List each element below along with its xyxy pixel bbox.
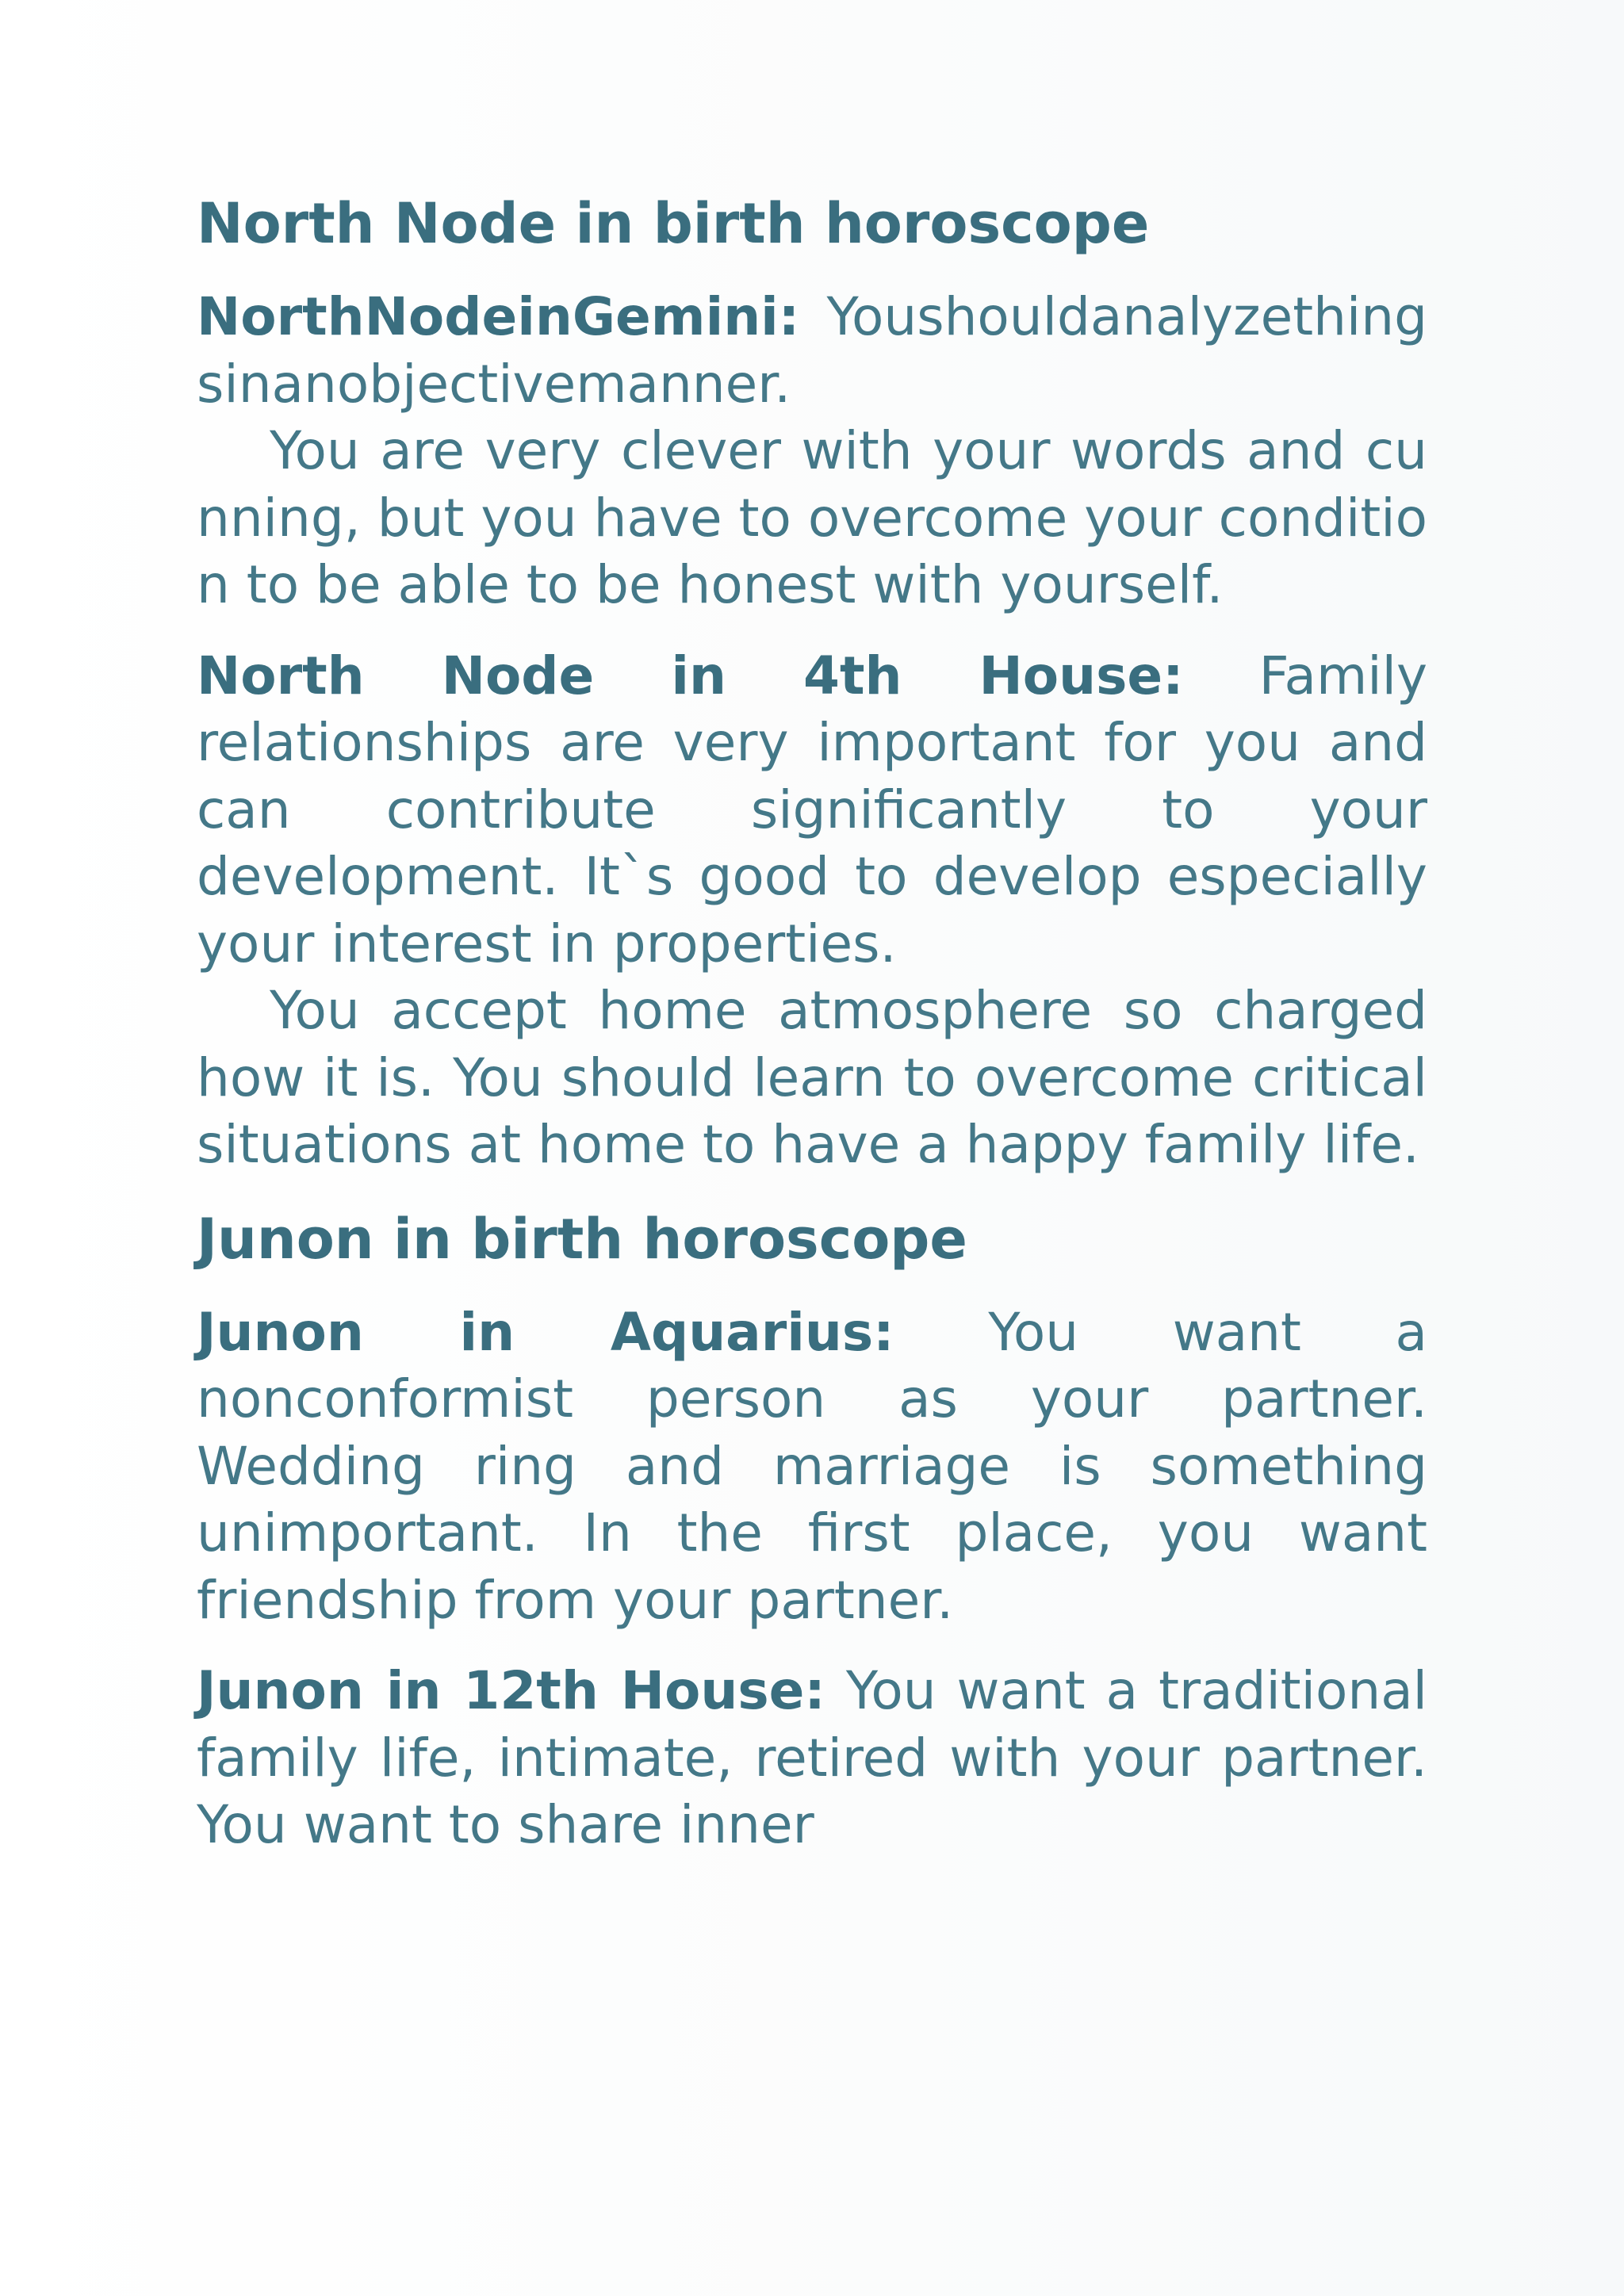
section-heading-junon: Junon in birth horoscope xyxy=(197,1206,967,1272)
section-heading-north-node: North Node in birth horoscope xyxy=(197,191,1150,256)
entry-text: Youshouldanalyzethingsinanobjectivemanner. xyxy=(197,286,1427,415)
entry-title: North Node in 4th House: xyxy=(197,645,1184,706)
entry-text: You accept home atmosphere so charged how it is. You should learn to overcome critical situations at home to have a happy family life. xyxy=(197,980,1427,1175)
entry-text: Family relationships are very important for you and can contribute significantly to your development. It`s good to develop especially your interest in properties. xyxy=(197,645,1427,974)
entry-text: You are very clever with your words and cunning, but you have to overcome your condition to be able to be honest with yourself. xyxy=(197,420,1427,615)
document-content xyxy=(197,187,1427,1859)
entry-title: NorthNodeinGemini: xyxy=(197,286,800,347)
entry-title: Junon in Aquarius: xyxy=(197,1301,894,1363)
entry-text: You want a traditional family life, intimate, retired with your partner. You want to share inner xyxy=(197,1660,1428,1855)
entry-north-node-gemini xyxy=(197,284,1427,619)
entry-title: Junon in 12th House: xyxy=(197,1660,825,1721)
entry-junon-12th-house xyxy=(197,1658,1427,1859)
entry-north-node-4th-house xyxy=(197,643,1427,1179)
entry-text: You want a nonconformist person as your partner. Wedding ring and marriage is something unimportant. In the first place, you want friendship from your partner. xyxy=(197,1301,1428,1631)
entry-junon-aquarius xyxy=(197,1299,1427,1635)
